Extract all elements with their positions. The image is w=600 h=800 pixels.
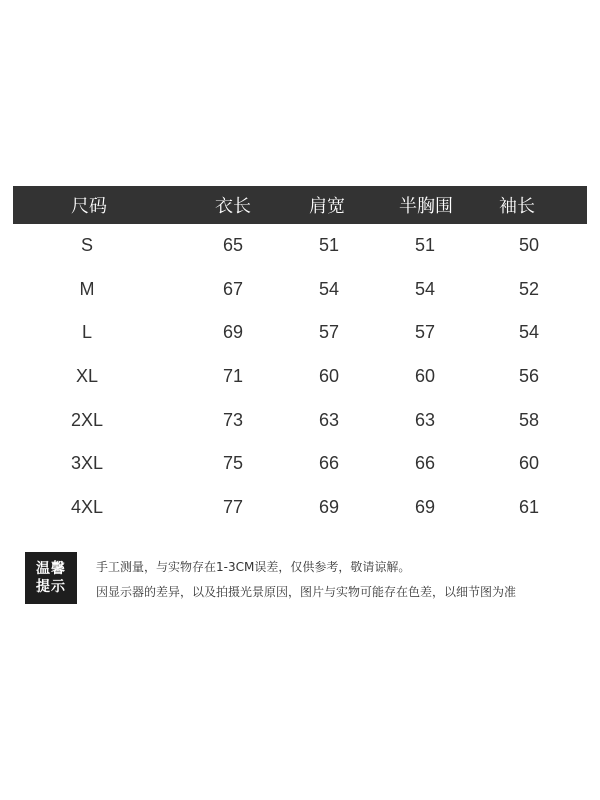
header-sleeve: 袖长 bbox=[499, 196, 535, 217]
header-size: 尺码 bbox=[71, 196, 107, 217]
cell-length: 65 bbox=[223, 235, 244, 256]
cell-size: S bbox=[80, 235, 93, 256]
cell-sleeve: 58 bbox=[519, 409, 540, 430]
cell-length: 75 bbox=[223, 453, 244, 474]
cell-shoulder: 57 bbox=[319, 322, 340, 343]
cell-sleeve: 50 bbox=[519, 235, 540, 256]
cell-shoulder: 63 bbox=[319, 409, 340, 430]
header-length: 衣长 bbox=[215, 196, 251, 217]
notice-text-color-difference: 因显示器的差异，以及拍摄光景原因，图片与实物可能存在色差，以细节图为准 bbox=[96, 585, 517, 599]
table-row bbox=[13, 355, 587, 399]
cell-sleeve: 54 bbox=[519, 322, 540, 343]
table-row bbox=[13, 268, 587, 312]
cell-shoulder: 54 bbox=[319, 278, 340, 299]
cell-half-chest: 54 bbox=[415, 278, 436, 299]
cell-half-chest: 51 bbox=[415, 235, 436, 256]
cell-sleeve: 61 bbox=[519, 496, 540, 517]
cell-sleeve: 52 bbox=[519, 278, 540, 299]
cell-sleeve: 60 bbox=[519, 453, 540, 474]
cell-size: XL bbox=[75, 366, 99, 387]
cell-shoulder: 69 bbox=[319, 496, 340, 517]
cell-half-chest: 66 bbox=[415, 453, 436, 474]
notice-badge bbox=[25, 552, 77, 604]
cell-length: 73 bbox=[223, 409, 244, 430]
cell-size: M bbox=[79, 278, 95, 299]
table-row bbox=[13, 486, 587, 530]
cell-size: L bbox=[81, 322, 92, 343]
cell-size: 4XL bbox=[70, 496, 104, 517]
notice-badge-line1: 温馨 bbox=[36, 561, 66, 577]
table-row bbox=[13, 398, 587, 442]
cell-half-chest: 60 bbox=[415, 366, 436, 387]
cell-half-chest: 57 bbox=[415, 322, 436, 343]
cell-half-chest: 63 bbox=[415, 409, 436, 430]
table-row bbox=[13, 311, 587, 355]
cell-length: 67 bbox=[223, 278, 244, 299]
header-shoulder: 肩宽 bbox=[309, 196, 345, 217]
cell-size: 3XL bbox=[70, 453, 104, 474]
cell-size: 2XL bbox=[70, 409, 104, 430]
cell-shoulder: 66 bbox=[319, 453, 340, 474]
notice-badge-line2: 提示 bbox=[36, 579, 66, 595]
cell-length: 77 bbox=[223, 496, 244, 517]
table-row bbox=[13, 224, 587, 268]
notice-text-measurement: 手工测量，与实物存在1-3CM误差，仅供参考，敬请谅解。 bbox=[96, 560, 411, 574]
cell-length: 69 bbox=[223, 322, 244, 343]
table-header-row bbox=[13, 186, 587, 224]
cell-length: 71 bbox=[223, 366, 244, 387]
cell-half-chest: 69 bbox=[415, 496, 436, 517]
size-chart-table bbox=[13, 186, 587, 529]
cell-sleeve: 56 bbox=[519, 366, 540, 387]
cell-shoulder: 51 bbox=[319, 235, 340, 256]
header-half-chest: 半胸围 bbox=[399, 196, 453, 217]
cell-shoulder: 60 bbox=[319, 366, 340, 387]
table-row bbox=[13, 442, 587, 486]
